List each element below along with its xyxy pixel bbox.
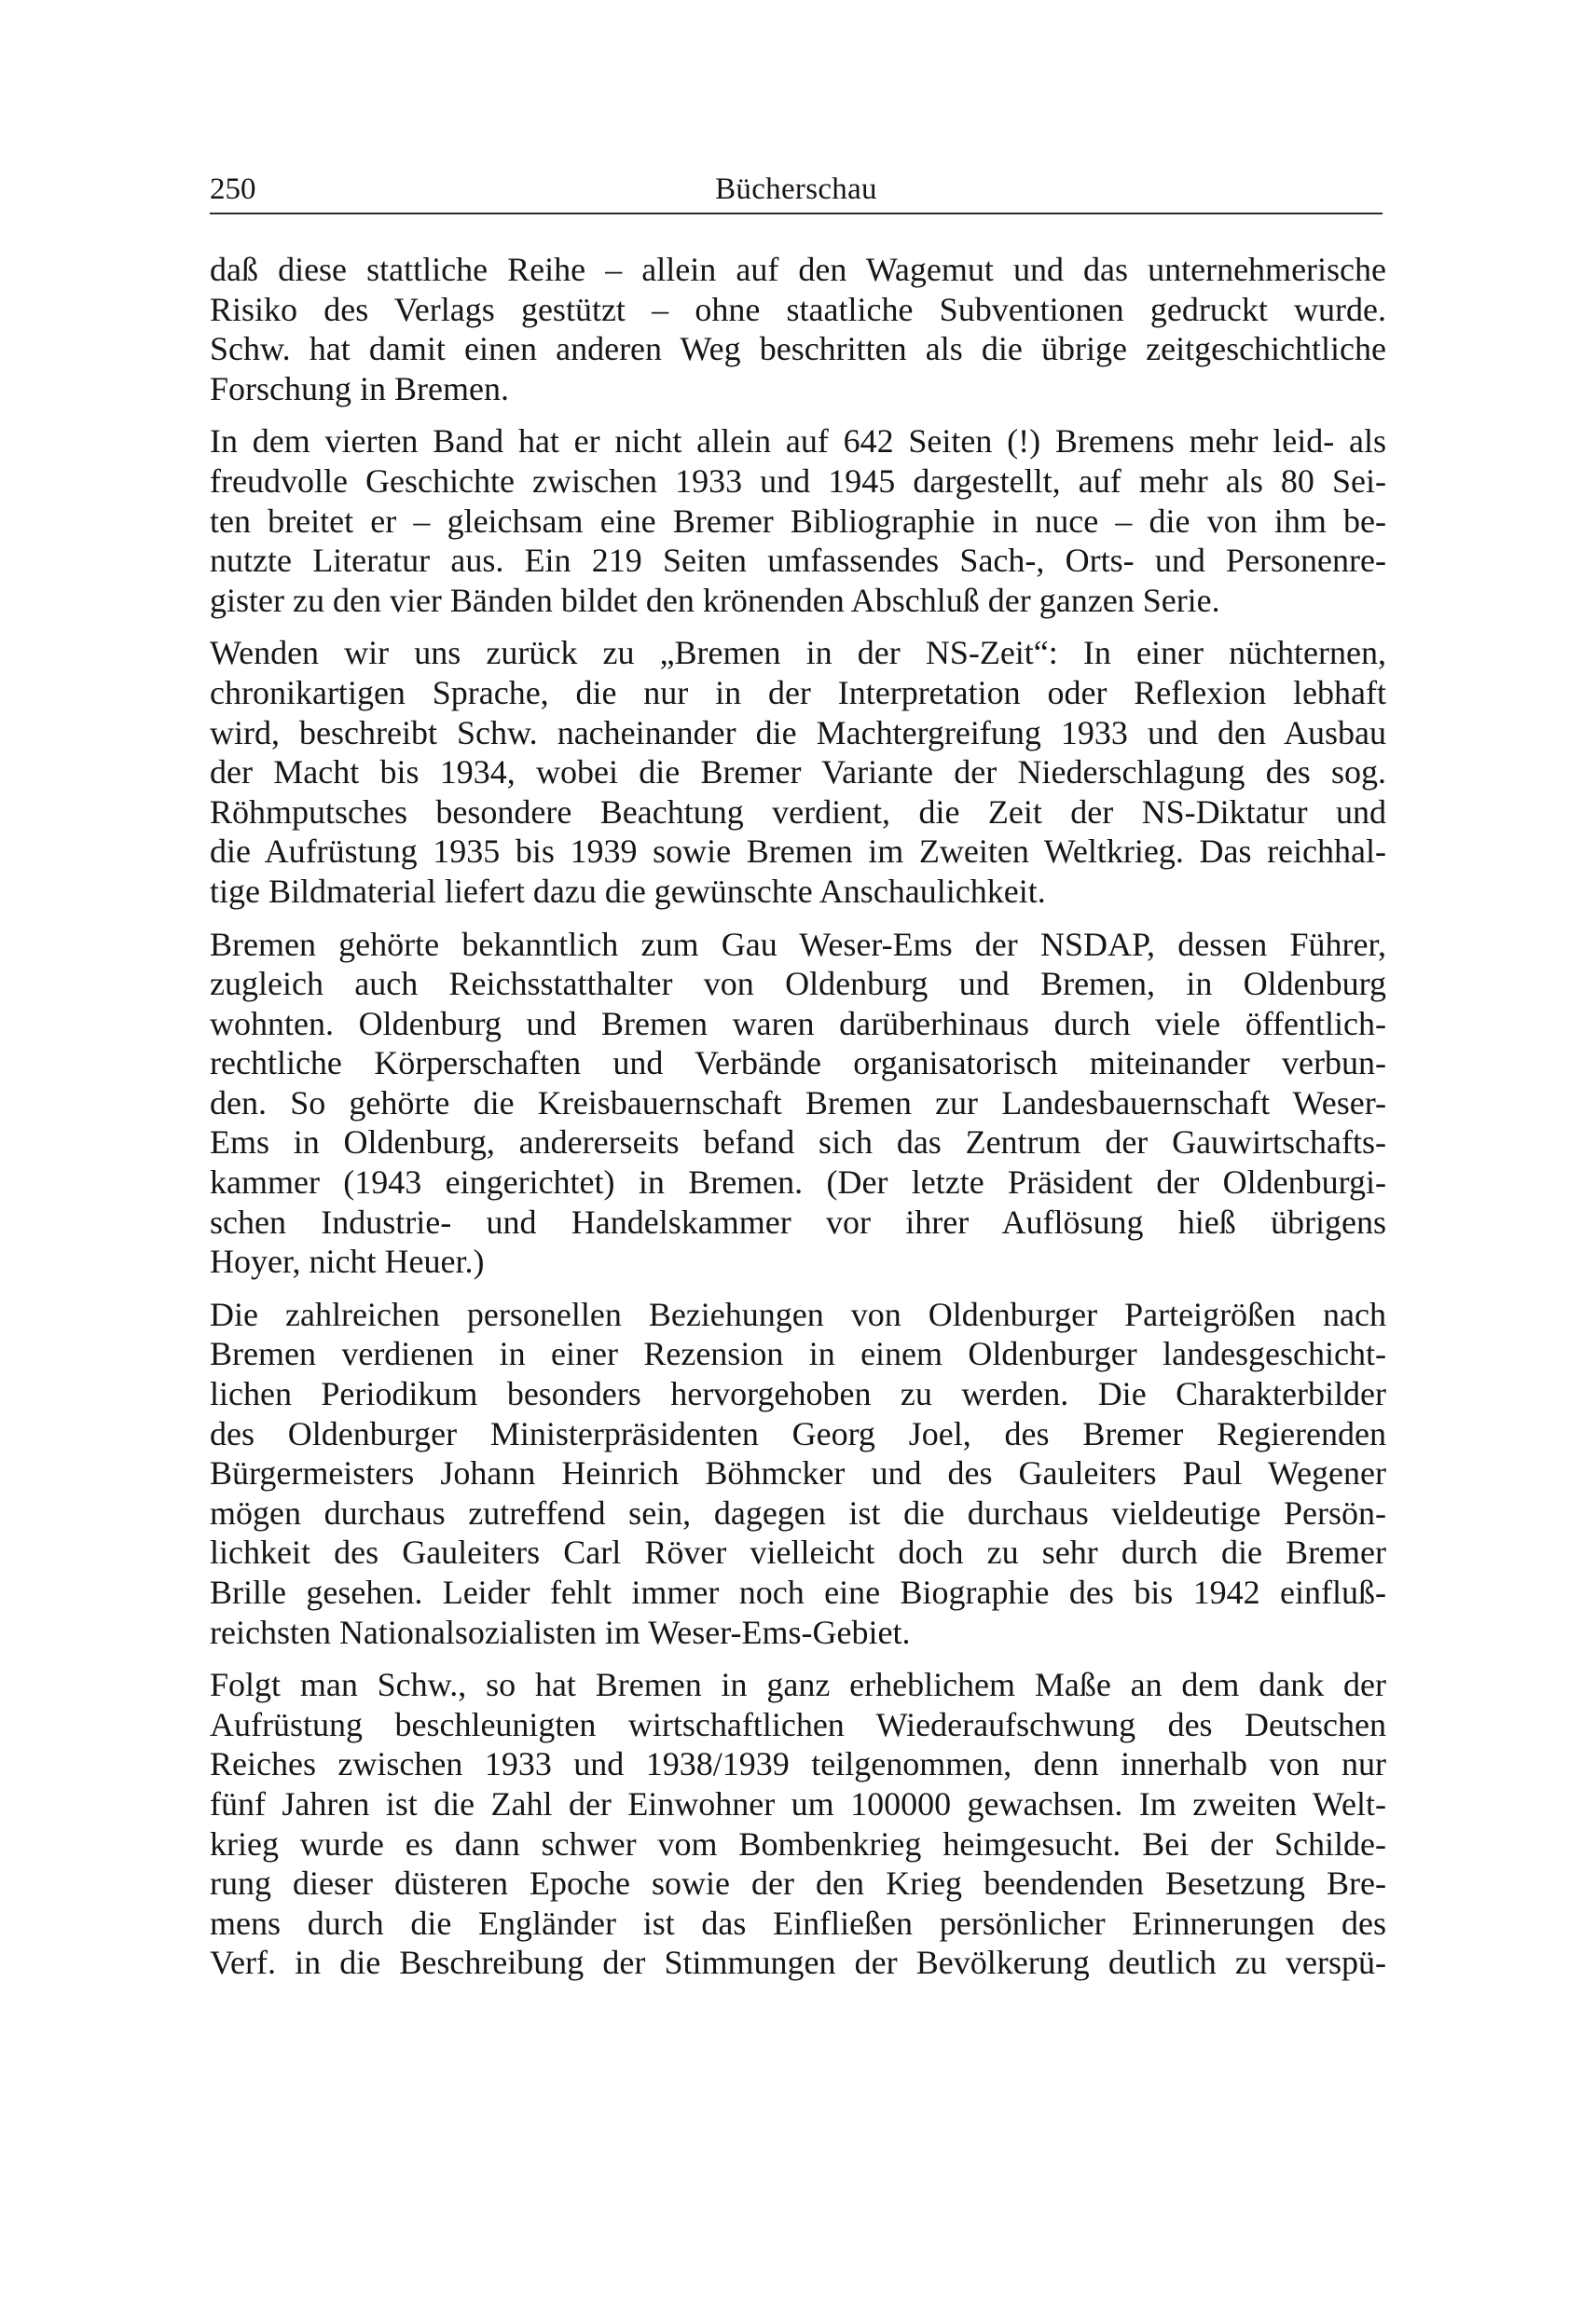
text-line: rung dieser düsteren Epoche sowie der den Krieg beendenden Besetzung Bre- [210,1865,1386,1903]
text-line: schen Industrie- und Handelskammer vor ihrer Auflösung hieß übrigens [210,1203,1386,1241]
text-line: wohnten. Oldenburg und Bremen waren darüberhinaus durch viele öffentlich- [210,1004,1386,1042]
text-line: zugleich auch Reichsstatthalter von Oldenburg und Bremen, in Oldenburg [210,965,1386,1003]
text-line: Die zahlreichen personellen Beziehungen von Oldenburger Parteigrößen nach [210,1295,1386,1333]
text-line: wird, beschreibt Schw. nacheinander die Machtergreifung 1933 und den Ausbau [210,713,1386,751]
text-line: ten breitet er – gleichsam eine Bremer Bibliographie in nuce – die von ihm be- [210,502,1386,540]
text-line: Ems in Oldenburg, andererseits befand sich das Zentrum der Gauwirtschafts- [210,1123,1386,1162]
running-head [210,166,1383,214]
text-line: die Aufrüstung 1935 bis 1939 sowie Bremen im Zweiten Weltkrieg. Das reichhal- [210,833,1386,871]
paragraph [210,421,1386,620]
text-line: tige Bildmaterial liefert dazu die gewünschte Anschaulichkeit. [210,872,1046,910]
text-line: Risiko des Verlags gestützt – ohne staatliche Subventionen gedruckt wurde. [210,290,1386,328]
paragraph [210,1295,1386,1652]
paragraph [210,250,1386,408]
text-line: Schw. hat damit einen anderen Weg beschritten als die übrige zeitgeschichtliche [210,330,1386,368]
text-line: chronikartigen Sprache, die nur in der Interpretation oder Reflexion lebhaft [210,673,1386,711]
text-line: den. So gehörte die Kreisbauernschaft Bremen zur Landesbauernschaft Weser- [210,1083,1386,1122]
text-line: mens durch die Engländer ist das Einfließen persönlicher Erinnerungen des [210,1904,1386,1942]
text-line: Bremen verdienen in einer Rezension in einem Oldenburger landesgeschicht- [210,1335,1386,1373]
text-line: lichkeit des Gauleiters Carl Röver vielleicht doch zu sehr durch die Bremer [210,1534,1386,1572]
text-line: Bremen gehörte bekanntlich zum Gau Weser-Ems der NSDAP, dessen Führer, [210,925,1386,963]
text-line: daß diese stattliche Reihe – allein auf den Wagemut und das unternehmerische [210,251,1386,288]
text-line: Forschung in Bremen. [210,369,509,407]
body-text [210,250,1386,1996]
running-title: Bücherschau [715,172,877,206]
text-line: kammer (1943 eingerichtet) in Bremen. (Der letzte Präsident der Oldenburgi- [210,1163,1386,1202]
text-line: Brille gesehen. Leider fehlt immer noch eine Biographie des bis 1942 einfluß- [210,1574,1386,1611]
text-line: Reiches zwischen 1933 und 1938/1939 teilgenommen, denn innerhalb von nur [210,1745,1386,1783]
text-line: freudvolle Geschichte zwischen 1933 und 1945 dargestellt, auf mehr als 80 Sei- [210,461,1386,500]
text-line: Röhmputsches besondere Beachtung verdient, die Zeit der NS-Diktatur und [210,792,1386,831]
paragraph [210,1665,1386,1983]
paragraph [210,925,1386,1282]
page-number: 250 [210,172,256,206]
text-line: Verf. in die Beschreibung der Stimmungen der Bevölkerung deutlich zu verspü- [210,1944,1386,1982]
text-line: nutzte Literatur aus. Ein 219 Seiten umfassendes Sach-, Orts- und Personenre- [210,542,1386,580]
text-line: des Oldenburger Ministerpräsidenten Georg Joel, des Bremer Regierenden [210,1414,1386,1452]
text-line: rechtliche Körperschaften und Verbände organisatorisch miteinander verbun- [210,1044,1386,1082]
text-line: Bürgermeisters Johann Heinrich Böhmcker und des Gauleiters Paul Wegener [210,1454,1386,1493]
text-line: Wenden wir uns zurück zu „Bremen in der NS-Zeit“: In einer nüchternen, [210,634,1386,672]
text-line: gister zu den vier Bänden bildet den krönenden Abschluß der ganzen Serie. [210,581,1220,619]
text-line: fünf Jahren ist die Zahl der Einwohner um 100000 gewachsen. Im zweiten Welt- [210,1784,1386,1823]
text-line: mögen durchaus zutreffend sein, dagegen ist die durchaus vieldeutige Persön- [210,1493,1386,1532]
text-line: der Macht bis 1934, wobei die Bremer Variante der Niederschlagung des sog. [210,753,1386,791]
text-line: In dem vierten Band hat er nicht allein auf 642 Seiten (!) Bremens mehr leid- als [210,422,1386,461]
paragraph [210,633,1386,911]
text-line: Aufrüstung beschleunigten wirtschaftlichen Wiederaufschwung des Deutschen [210,1705,1386,1743]
text-line: krieg wurde es dann schwer vom Bombenkrieg heimgesucht. Bei der Schilde- [210,1824,1386,1863]
text-line: Hoyer, nicht Heuer.) [210,1243,485,1281]
text-line: Folgt man Schw., so hat Bremen in ganz erheblichem Maße an dem dank der [210,1666,1386,1704]
text-line: lichen Periodikum besonders hervorgehoben zu werden. Die Charakterbilder [210,1375,1386,1413]
text-line: reichsten Nationalsozialisten im Weser-Ems-Gebiet. [210,1613,911,1651]
